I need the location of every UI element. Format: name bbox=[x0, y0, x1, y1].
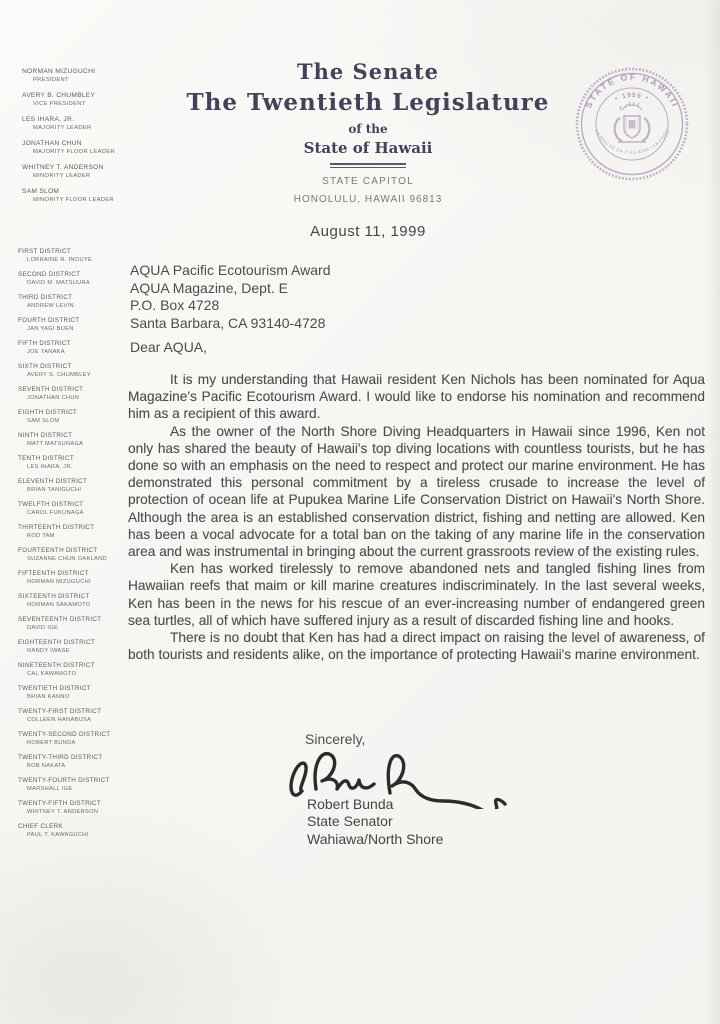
district-senator-name: SAM SLOM bbox=[27, 418, 60, 424]
letterhead-of-the: of the bbox=[348, 122, 388, 136]
officer-title: MAJORITY FLOOR LEADER bbox=[33, 149, 115, 155]
district-entry bbox=[18, 478, 143, 494]
district-label: SIXTEENTH DISTRICT bbox=[18, 593, 90, 600]
officer-entry bbox=[22, 68, 142, 84]
district-senator-name: JOE TANAKA bbox=[27, 349, 65, 355]
officer-entry bbox=[22, 116, 142, 132]
district-entry bbox=[18, 386, 143, 402]
district-label: FIFTEENTH DISTRICT bbox=[18, 570, 89, 577]
district-entry bbox=[18, 432, 143, 448]
seal-motto: UA MAU KE EA O KA AINA I KA PONO bbox=[593, 128, 671, 156]
district-label: THIRTEENTH DISTRICT bbox=[18, 524, 95, 531]
district-senator-name: DAVID IGE bbox=[27, 625, 59, 631]
district-label: SEVENTEENTH DISTRICT bbox=[18, 616, 102, 623]
district-label: FIFTH DISTRICT bbox=[18, 340, 71, 347]
recipient-line: AQUA Magazine, Dept. E bbox=[130, 279, 288, 296]
district-entry bbox=[18, 616, 143, 632]
officer-title: PRESIDENT bbox=[33, 77, 69, 83]
district-senator-name: BOB NAKATA bbox=[27, 763, 66, 769]
district-senator-name: ROD TAM bbox=[27, 533, 55, 539]
district-label: SECOND DISTRICT bbox=[18, 271, 81, 278]
officer-name: JONATHAN CHUN bbox=[22, 140, 82, 147]
salutation: Dear AQUA, bbox=[130, 339, 208, 355]
district-entry bbox=[18, 294, 143, 310]
district-label: TWENTY-THIRD DISTRICT bbox=[18, 754, 103, 761]
officers-list bbox=[22, 68, 142, 212]
district-entry bbox=[18, 800, 143, 816]
district-label: THIRD DISTRICT bbox=[18, 294, 73, 301]
district-senator-name: MARSHALL IGE bbox=[27, 786, 73, 792]
district-entry bbox=[18, 248, 143, 264]
district-label: CHIEF CLERK bbox=[18, 823, 63, 830]
district-senator-name: LES IHARA, JR. bbox=[27, 464, 73, 470]
district-entry bbox=[18, 501, 143, 517]
officer-entry bbox=[22, 164, 142, 180]
district-senator-name: COLLEEN HANABUSA bbox=[27, 717, 92, 723]
district-entry bbox=[18, 271, 143, 287]
letterhead-title-senate: The Senate bbox=[296, 59, 440, 84]
recipient-line: Santa Barbara, CA 93140-4728 bbox=[130, 314, 326, 331]
district-label: FIRST DISTRICT bbox=[18, 248, 72, 255]
district-label: EIGHTEENTH DISTRICT bbox=[18, 639, 96, 646]
district-senator-name: ANDREW LEVIN bbox=[27, 303, 74, 309]
signature-district: Wahiawa/North Shore bbox=[307, 830, 444, 847]
district-senator-name: BRIAN KANNO bbox=[27, 694, 70, 700]
signature-name: Robert Bunda bbox=[307, 796, 394, 812]
district-senator-name: LORRAINE R. INOUYE bbox=[27, 257, 93, 263]
district-entry bbox=[18, 754, 143, 770]
district-entry bbox=[18, 708, 143, 724]
letterhead-title-legislature: The Twentieth Legislature bbox=[186, 89, 550, 116]
district-label: FOURTEENTH DISTRICT bbox=[18, 547, 98, 554]
officer-name: WHITNEY T. ANDERSON bbox=[22, 164, 104, 171]
recipient-line: P.O. Box 4728 bbox=[130, 297, 220, 314]
recipient-line: AQUA Pacific Ecotourism Award bbox=[130, 262, 331, 278]
district-senator-name: NORMAN SAKAMOTO bbox=[27, 602, 91, 608]
officer-name: AVERY B. CHUMBLEY bbox=[22, 92, 96, 99]
letterhead bbox=[158, 58, 578, 240]
officer-title: MAJORITY LEADER bbox=[33, 125, 92, 131]
district-label: TENTH DISTRICT bbox=[18, 455, 74, 462]
district-senator-name: PAUL T. KAWAGUCHI bbox=[27, 832, 89, 838]
district-senator-name: MATT MATSUNAGA bbox=[27, 441, 84, 447]
district-label: EIGHTH DISTRICT bbox=[18, 409, 78, 416]
district-label: TWENTY-FIRST DISTRICT bbox=[18, 708, 102, 715]
district-entry bbox=[18, 317, 143, 333]
district-senator-name: BRIAN TANIGUCHI bbox=[27, 487, 82, 493]
district-entry bbox=[18, 685, 143, 701]
district-entry bbox=[18, 639, 143, 655]
district-entry bbox=[18, 823, 143, 839]
districts-list bbox=[18, 248, 143, 846]
letterhead-city-line: HONOLULU, HAWAII 96813 bbox=[293, 194, 443, 205]
district-senator-name: ROBERT BUNDA bbox=[27, 740, 76, 746]
closing: Sincerely, bbox=[305, 731, 366, 747]
signature-title: State Senator bbox=[307, 813, 393, 830]
district-label: NINETEENTH DISTRICT bbox=[18, 662, 95, 669]
letter-body bbox=[128, 371, 705, 663]
officer-entry bbox=[22, 188, 142, 204]
letterhead-state-of-hawaii: State of Hawaii bbox=[303, 139, 433, 157]
district-label: TWENTY-FIFTH DISTRICT bbox=[18, 800, 102, 807]
svg-text:* 1959 * bbox=[614, 92, 650, 104]
district-label: SEVENTH DISTRICT bbox=[18, 386, 84, 393]
district-entry bbox=[18, 570, 143, 586]
district-entry bbox=[18, 409, 143, 425]
body-paragraph: As the owner of the North Shore Diving Headquarters in Hawaii since 1996, Ken not only has shared the beauty of Hawaii's top diving locations with countless tourists, but he has done so with an emphasis on the need to respect and protect our marine environment. He has demonstrated this personal commitment by a tireless crusade to increase the level of protection of ocean life at Pupukea Marine Life Conservation District on Hawaii's North Shore. Although the area is an established conservation district, fishing and netting are allowed. Ken has been a vocal advocate for a total ban on the taking of any marine life in the conservation area and was instrumental in bringing about the current grassroots review of the existing rules. bbox=[128, 423, 705, 560]
officer-name: SAM SLOM bbox=[22, 188, 60, 195]
officer-entry bbox=[22, 140, 142, 156]
date-line: August 11, 1999 bbox=[310, 223, 426, 240]
district-entry bbox=[18, 593, 143, 609]
letterhead-divider bbox=[330, 163, 406, 168]
district-senator-name: JAN YAGI BUEN bbox=[27, 326, 74, 332]
state-seal bbox=[572, 64, 692, 184]
officer-title: MINORITY LEADER bbox=[33, 173, 91, 179]
district-label: TWELFTH DISTRICT bbox=[18, 501, 84, 508]
officer-title: MINORITY FLOOR LEADER bbox=[33, 197, 114, 203]
district-senator-name: CAROL FUKUNAGA bbox=[27, 510, 84, 516]
body-paragraph: It is my understanding that Hawaii resident Ken Nichols has been nominated for Aqua Magazine's Pacific Ecotourism Award. I would like to endorse his nomination and recommend him as a recipient of this award. bbox=[128, 372, 705, 422]
district-senator-name: AVERY S. CHUMBLEY bbox=[27, 372, 91, 378]
district-label: TWENTIETH DISTRICT bbox=[18, 685, 91, 692]
district-entry bbox=[18, 777, 143, 793]
officer-name: NORMAN MIZUGUCHI bbox=[22, 68, 96, 75]
signature-block bbox=[307, 796, 443, 848]
body-paragraph: Ken has worked tirelessly to remove abandoned nets and tangled fishing lines from Hawaiian reefs that maim or kill marine creatures indiscriminately. In the last several weeks, Ken has been in the news for his rescue of an ever-increasing number of endangered green sea turtles, all of which have suffered injury as a result of discarded fishing line and hooks. bbox=[128, 561, 705, 628]
district-senator-name: JONATHAN CHUN bbox=[27, 395, 80, 401]
letterhead-state-capitol: STATE CAPITOL bbox=[322, 176, 414, 187]
district-label: NINTH DISTRICT bbox=[18, 432, 73, 439]
district-entry bbox=[18, 731, 143, 747]
district-senator-name: DAVID M. MATSUURA bbox=[27, 280, 91, 286]
svg-text:STATE OF HAWAII bbox=[583, 72, 680, 110]
district-senator-name: WHITNEY T. ANDERSON bbox=[27, 809, 99, 815]
seal-year: * 1959 * bbox=[614, 91, 650, 104]
district-label: TWENTY-FOURTH DISTRICT bbox=[18, 777, 110, 784]
district-label: ELEVENTH DISTRICT bbox=[18, 478, 88, 485]
district-label: SIXTH DISTRICT bbox=[18, 363, 72, 370]
district-senator-name: NORMAN MIZUGUCHI bbox=[27, 579, 91, 585]
district-label: FOURTH DISTRICT bbox=[18, 317, 80, 324]
officer-entry bbox=[22, 92, 142, 108]
district-entry bbox=[18, 547, 143, 563]
district-senator-name: RANDY IWASE bbox=[27, 648, 70, 654]
officer-title: VICE PRESIDENT bbox=[33, 101, 86, 107]
district-entry bbox=[18, 662, 143, 678]
district-entry bbox=[18, 340, 143, 356]
district-entry bbox=[18, 363, 143, 379]
officer-name: LES IHARA, JR. bbox=[22, 116, 75, 123]
seal-crest bbox=[615, 102, 650, 142]
district-senator-name: SUZANNE CHUN OAKLAND bbox=[27, 556, 107, 562]
body-paragraph: There is no doubt that Ken has had a direct impact on raising the level of awareness, of both tourists and residents alike, on the importance of protecting Hawaii's marine environment. bbox=[128, 630, 705, 663]
district-senator-name: CAL KAWAMOTO bbox=[27, 671, 77, 677]
district-entry bbox=[18, 455, 143, 471]
seal-top-text: STATE OF HAWAII bbox=[583, 71, 681, 110]
recipient-block bbox=[130, 262, 330, 332]
district-label: TWENTY-SECOND DISTRICT bbox=[18, 731, 111, 738]
district-entry bbox=[18, 524, 143, 540]
